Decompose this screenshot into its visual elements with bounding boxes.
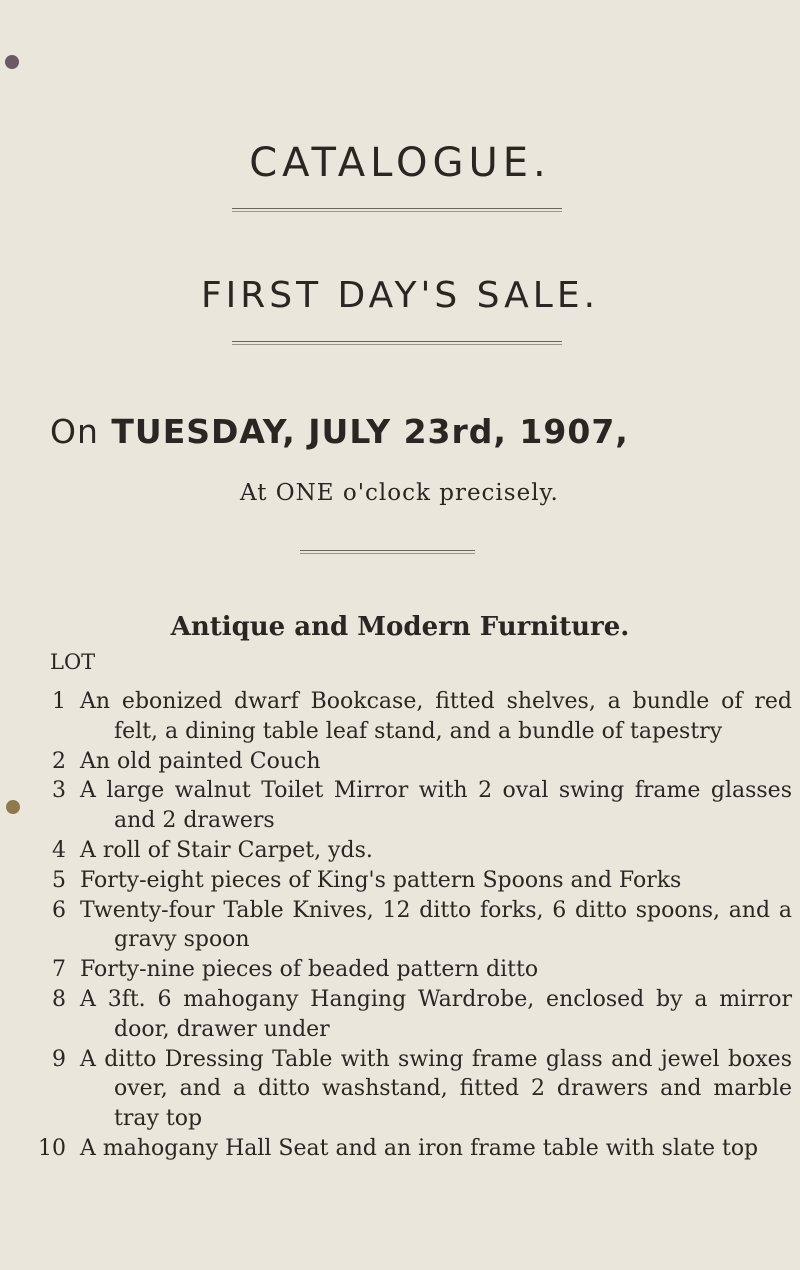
list-item <box>0 896 800 956</box>
list-item <box>0 687 800 747</box>
lot-description: An old painted Couch <box>80 748 321 774</box>
title-rule <box>232 208 562 212</box>
lot-description: An ebonized dwarf Bookcase, fitted shelves, a bundle of red felt, a dining table leaf stand, and a bundle of tapestry <box>80 689 792 744</box>
lot-number: 5 <box>52 867 66 893</box>
lot-number: 7 <box>52 957 66 983</box>
lot-description: Twenty-four Table Knives, 12 ditto forks, 6 ditto spoons, and a gravy spoon <box>80 897 792 953</box>
lot-description: A large walnut Toilet Mirror with 2 oval swing frame glasses and 2 drawers <box>80 778 792 834</box>
lot-number: 3 <box>52 778 66 804</box>
section-title: Antique and Modern Furniture. <box>170 612 630 642</box>
lot-number: 9 <box>52 1046 66 1072</box>
lot-number: 6 <box>52 897 66 923</box>
lot-description: Forty-nine pieces of beaded pattern ditto <box>80 957 539 983</box>
subtitle-rule <box>232 341 562 345</box>
lot-description: A roll of Stair Carpet, yds. <box>80 837 373 863</box>
list-item <box>0 866 800 896</box>
sale-date <box>50 412 629 451</box>
list-item <box>0 955 800 985</box>
lot-description: A 3ft. 6 mahogany Hanging Wardrobe, enclosed by a mirror door, drawer under <box>80 986 792 1042</box>
lot-column-header: LOT <box>50 650 96 674</box>
list-item <box>0 1045 800 1134</box>
lot-description: Forty-eight pieces of King's pattern Spoons and Forks <box>80 867 682 893</box>
lot-description: A mahogany Hall Seat and an iron frame table with slate top <box>80 1135 759 1161</box>
date-text: TUESDAY, JULY 23rd, 1907, <box>111 412 629 451</box>
lot-list <box>0 687 800 1164</box>
list-item <box>0 1134 800 1164</box>
time-rule <box>300 550 475 554</box>
lot-number: 4 <box>52 837 66 863</box>
lot-description: A ditto Dressing Table with swing frame glass and jewel boxes over, and a ditto washstand, fitted 2 drawers and marble tray top <box>80 1046 792 1132</box>
sale-subtitle: FIRST DAY'S SALE. <box>200 275 600 316</box>
list-item <box>0 836 800 866</box>
lot-number: 8 <box>52 986 66 1012</box>
stain-mark <box>5 55 19 69</box>
date-prefix: On <box>50 412 99 451</box>
lot-number: 10 <box>38 1135 66 1161</box>
list-item <box>0 747 800 777</box>
lot-number: 2 <box>52 748 66 774</box>
list-item <box>0 776 800 836</box>
catalogue-title: CATALOGUE. <box>249 140 551 186</box>
list-item <box>0 985 800 1045</box>
sale-time: At ONE o'clock precisely. <box>240 480 559 506</box>
lot-number: 1 <box>52 689 66 714</box>
